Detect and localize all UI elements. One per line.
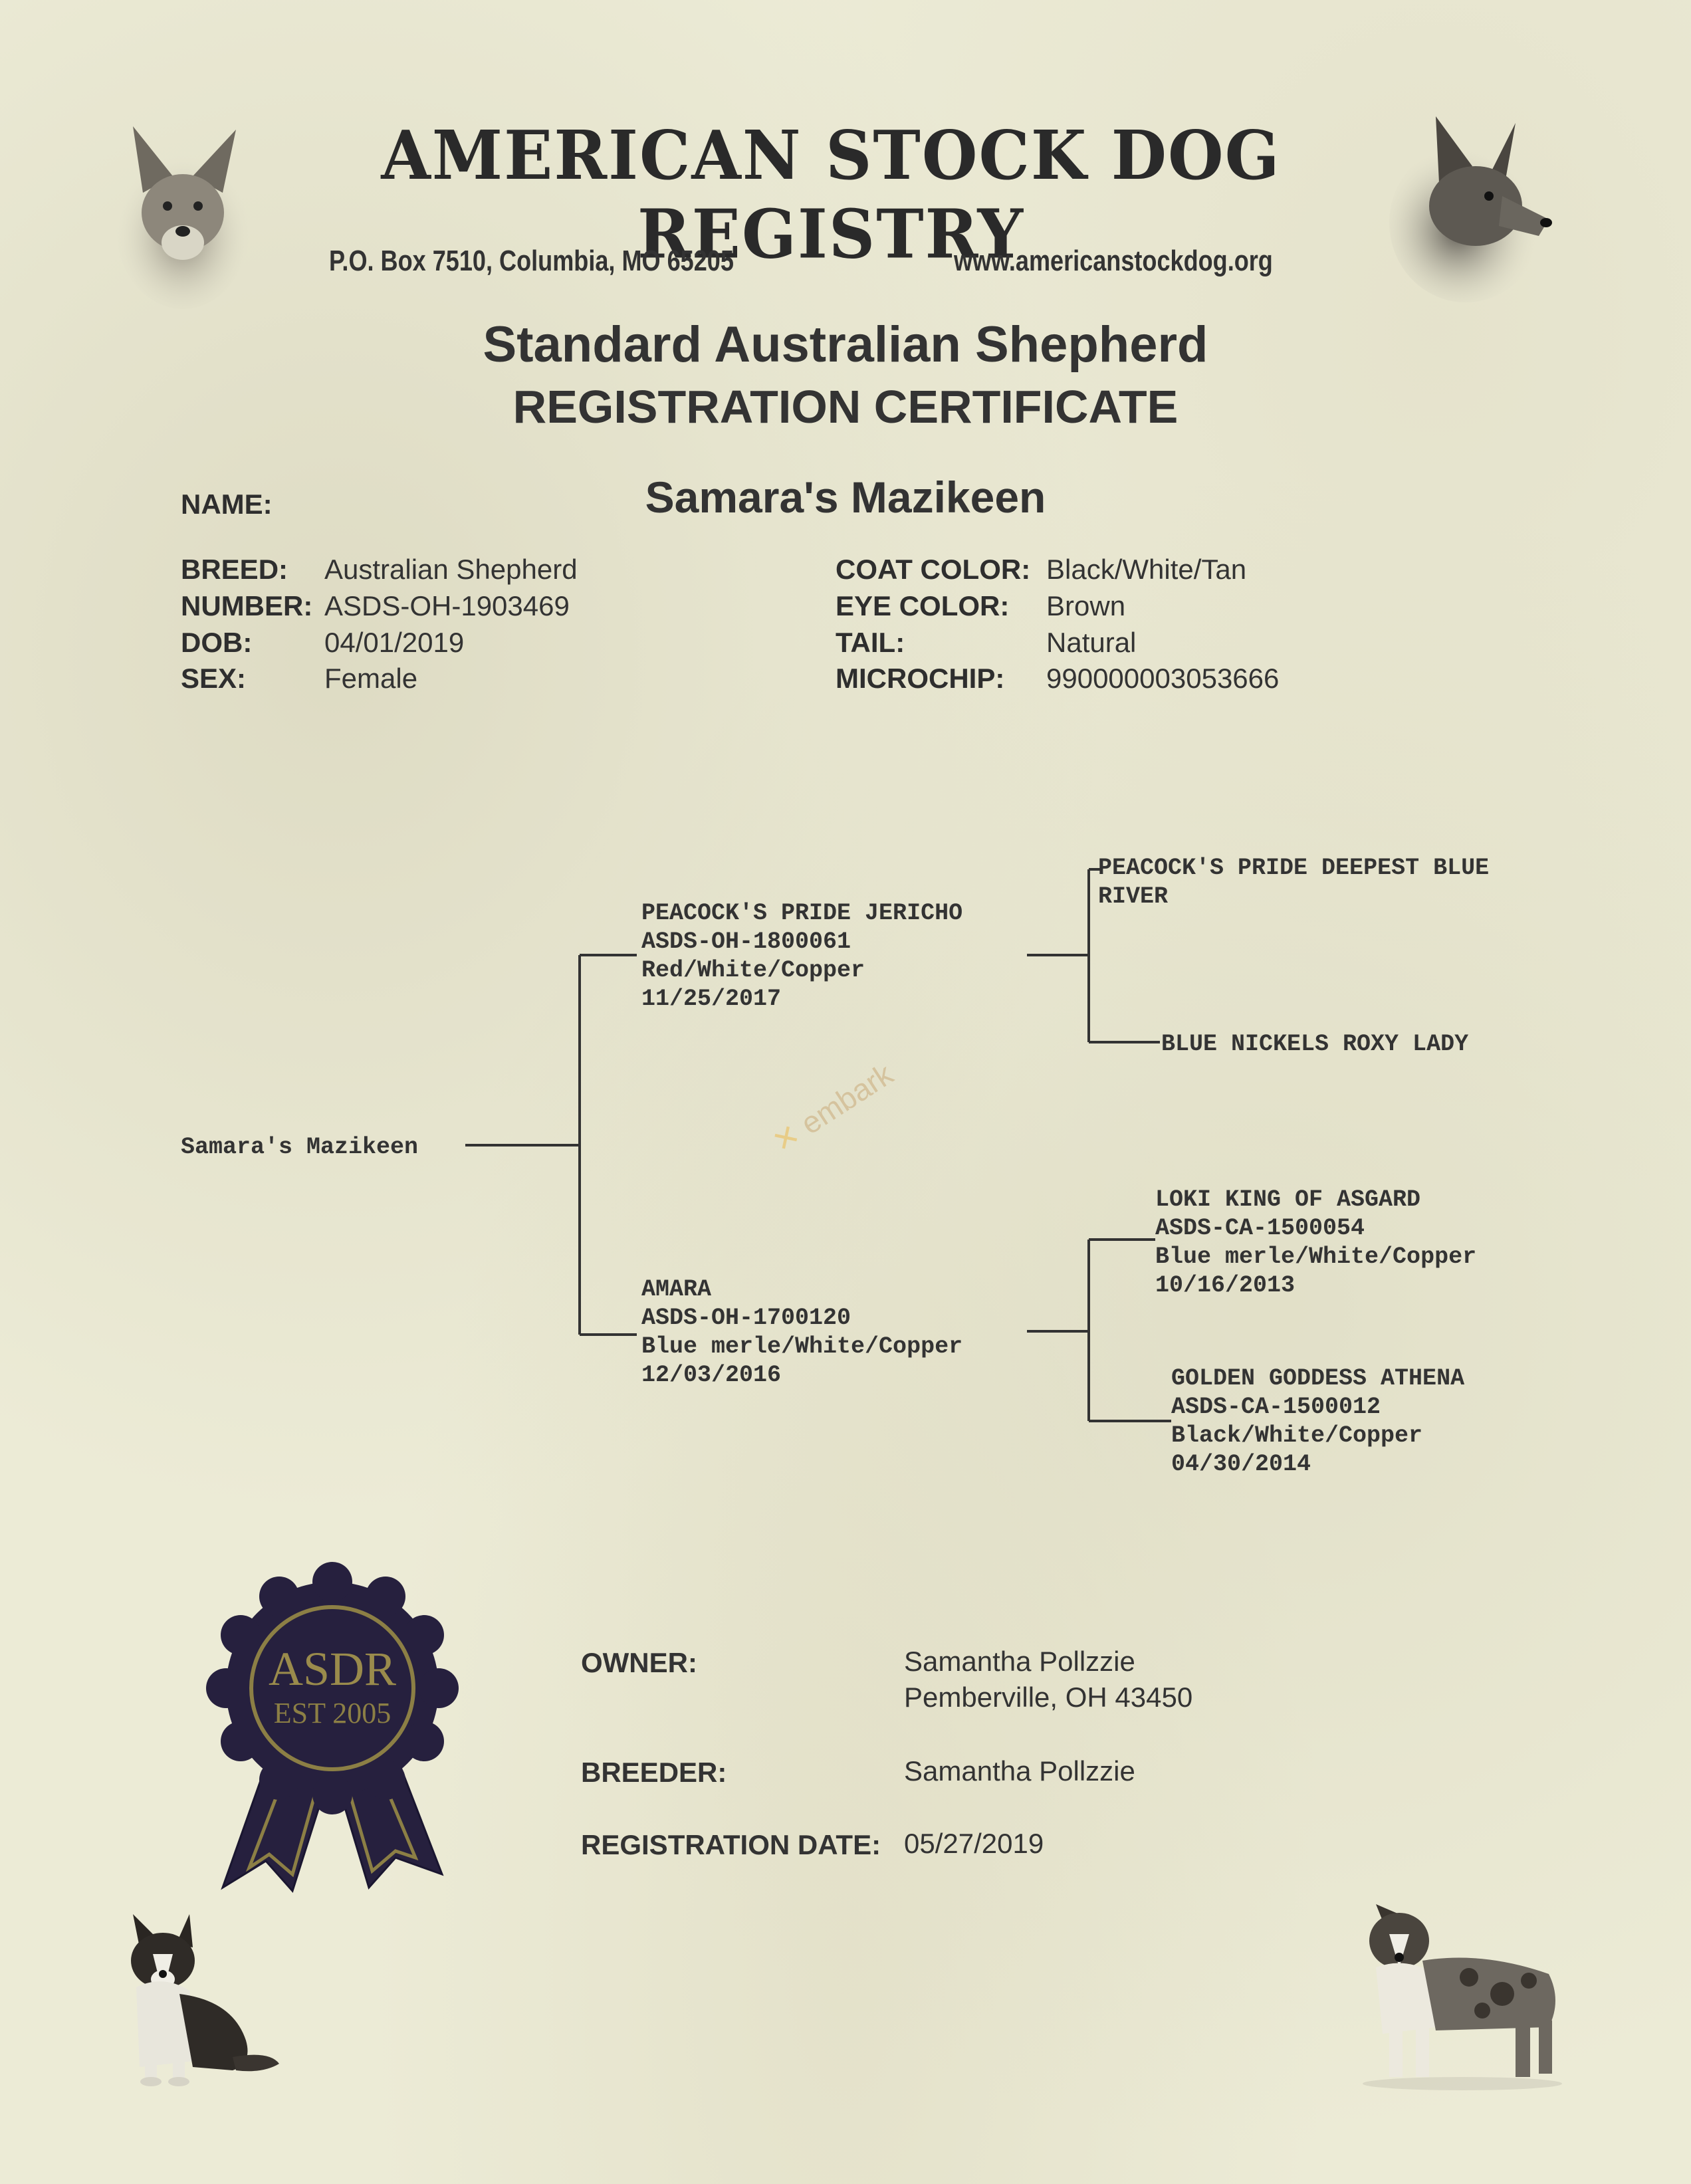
corgi-head-illustration	[113, 113, 253, 312]
microchip-label: MICROCHIP:	[836, 663, 1005, 694]
cattle-dog-head-illustration	[1389, 110, 1555, 302]
microchip-value: 990000003053666	[1046, 663, 1280, 694]
registration-date: 05/27/2019	[904, 1828, 1044, 1859]
tail-label: TAIL:	[836, 627, 905, 658]
dam-sire-name: LOKI KING OF ASGARD	[1155, 1186, 1421, 1213]
watermark-text: embark	[794, 1056, 899, 1141]
breed-label: BREED:	[181, 554, 288, 585]
certificate-breed-title: Standard Australian Shepherd	[483, 316, 1208, 373]
eye-color-value: Brown	[1046, 590, 1126, 621]
australian-shepherd-illustration	[1349, 1894, 1575, 2094]
dam-dam-dob: 04/30/2014	[1171, 1451, 1311, 1477]
sire-sire-name-line2: RIVER	[1098, 883, 1169, 910]
number-label: NUMBER:	[181, 590, 313, 621]
tail-value: Natural	[1046, 627, 1137, 658]
dam-sire-entry	[1155, 1186, 1476, 1300]
registry-address: P.O. Box 7510, Columbia, MO 65205	[329, 245, 734, 277]
dam-name: AMARA	[641, 1276, 712, 1303]
breed-value: Australian Shepherd	[324, 554, 578, 585]
seal-line1: ASDR	[268, 1642, 397, 1695]
registration-date-label: REGISTRATION DATE:	[581, 1829, 881, 1860]
dam-color: Blue merle/White/Copper	[641, 1333, 963, 1360]
dam-entry	[641, 1275, 962, 1390]
dam-sire-color: Blue merle/White/Copper	[1155, 1244, 1477, 1270]
dob-label: DOB:	[181, 627, 253, 658]
asdr-seal	[193, 1555, 472, 1901]
registry-website: www.americanstockdog.org	[954, 245, 1273, 277]
seal-line2: EST 2005	[273, 1697, 392, 1729]
sire-dob: 11/25/2017	[641, 986, 782, 1012]
sire-number: ASDS-OH-1800061	[641, 928, 851, 955]
number-value: ASDS-OH-1903469	[324, 590, 570, 621]
sire-entry	[641, 899, 962, 1014]
owner-label: OWNER:	[581, 1647, 697, 1678]
sex-value: Female	[324, 663, 418, 694]
dam-sire-number: ASDS-CA-1500054	[1155, 1215, 1365, 1242]
eye-color-label: EYE COLOR:	[836, 590, 1010, 621]
dam-sire-dob: 10/16/2013	[1155, 1272, 1296, 1299]
breeder-label: BREEDER:	[581, 1757, 727, 1788]
breeder-name: Samantha Pollzzie	[904, 1755, 1135, 1787]
embark-logo-icon: ✕	[766, 1116, 807, 1160]
owner-name: Samantha Pollzzie	[904, 1646, 1135, 1677]
pedigree-subject: Samara's Mazikeen	[181, 1134, 419, 1160]
dob-value: 04/01/2019	[324, 627, 465, 658]
sire-dam-name: BLUE NICKELS ROXY LADY	[1161, 1031, 1469, 1057]
owner-address: Pemberville, OH 43450	[904, 1682, 1193, 1713]
dam-dob: 12/03/2016	[641, 1362, 782, 1388]
dam-dam-number: ASDS-CA-1500012	[1171, 1394, 1381, 1420]
dam-dam-name: GOLDEN GODDESS ATHENA	[1171, 1365, 1465, 1392]
coat-color-label: COAT COLOR:	[836, 554, 1031, 585]
sire-name: PEACOCK'S PRIDE JERICHO	[641, 900, 963, 927]
sex-label: SEX:	[181, 663, 247, 694]
dam-number: ASDS-OH-1700120	[641, 1305, 851, 1331]
sire-sire-entry	[1098, 854, 1489, 911]
dam-dam-color: Black/White/Copper	[1171, 1422, 1423, 1449]
registry-name: AMERICAN STOCK DOG REGISTRY	[381, 116, 1281, 274]
sire-color: Red/White/Copper	[641, 957, 865, 984]
certificate-type-title: REGISTRATION CERTIFICATE	[512, 381, 1179, 433]
dog-name: Samara's Mazikeen	[645, 473, 1046, 522]
sire-sire-name-line1: PEACOCK'S PRIDE DEEPEST BLUE	[1098, 855, 1490, 881]
border-collie-illustration	[100, 1908, 286, 2094]
owner-block	[904, 1644, 1192, 1715]
sire-dam-entry	[1161, 1030, 1468, 1059]
name-label: NAME:	[181, 489, 273, 520]
coat-color-value: Black/White/Tan	[1046, 554, 1247, 585]
embark-watermark	[766, 1056, 899, 1160]
dam-dam-entry	[1171, 1365, 1464, 1479]
